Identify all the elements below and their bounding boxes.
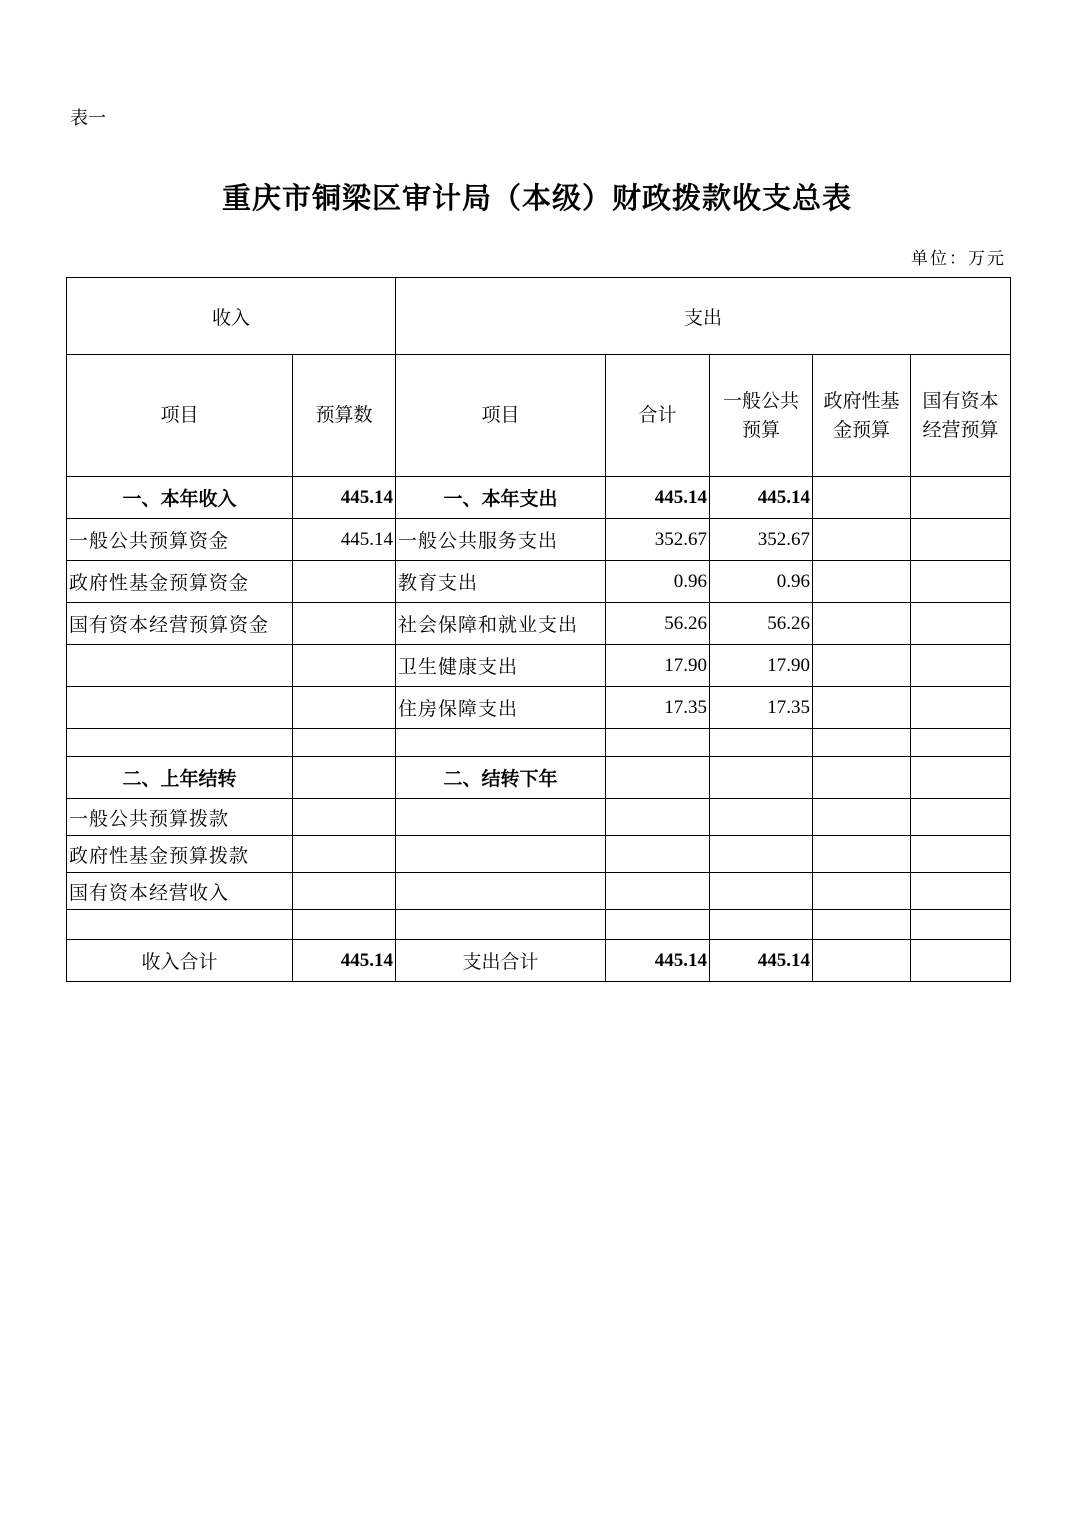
- state-cell: [911, 757, 1011, 799]
- table-row: [67, 757, 1011, 799]
- total-cell: [606, 836, 710, 873]
- total-cell: 17.90: [606, 645, 710, 687]
- general-cell: [710, 836, 813, 873]
- income-total-label: 收入合计: [67, 940, 293, 982]
- unit-label: 单位：万元: [911, 249, 1006, 269]
- expense-item-cell: 一、本年支出: [396, 477, 606, 519]
- gov-cell: [813, 757, 911, 799]
- gov-fund-header-text: 政府性基金预算: [823, 389, 900, 441]
- income-item-cell: [67, 729, 293, 757]
- expense-item-cell: 二、结转下年: [396, 757, 606, 799]
- general-cell: [710, 729, 813, 757]
- table-row-totals: [67, 940, 1011, 982]
- expense-item-cell: [396, 910, 606, 940]
- general-cell: 17.90: [710, 645, 813, 687]
- state-cell: [911, 836, 1011, 873]
- state-capital-header-text: 国有资本经营预算: [922, 389, 999, 441]
- state-cell: [911, 561, 1011, 603]
- income-item-cell: 二、上年结转: [67, 757, 293, 799]
- income-budget-cell: [293, 561, 396, 603]
- gov-cell: [813, 687, 911, 729]
- income-budget-cell: [293, 645, 396, 687]
- state-capital-header: [911, 355, 1011, 477]
- income-item-cell: 一般公共预算拨款: [67, 799, 293, 836]
- state-cell: [911, 687, 1011, 729]
- income-item-cell: [67, 910, 293, 940]
- table-row: [67, 836, 1011, 873]
- state-cell: [911, 910, 1011, 940]
- gov-cell: [813, 477, 911, 519]
- table-row: [67, 910, 1011, 940]
- total-cell: 0.96: [606, 561, 710, 603]
- income-budget-cell: [293, 757, 396, 799]
- table-row: [67, 561, 1011, 603]
- expense-item-cell: 社会保障和就业支出: [396, 603, 606, 645]
- general-cell: 17.35: [710, 687, 813, 729]
- general-cell: [710, 799, 813, 836]
- general-public-header: [710, 355, 813, 477]
- expense-item-header: 项目: [396, 355, 606, 477]
- header-row-top: [67, 278, 1011, 355]
- income-budget-cell: [293, 603, 396, 645]
- state-cell: [911, 603, 1011, 645]
- gov-total-value: [813, 940, 911, 982]
- table-row: [67, 729, 1011, 757]
- expense-item-cell: 一般公共服务支出: [396, 519, 606, 561]
- total-cell: 56.26: [606, 603, 710, 645]
- table-row: [67, 645, 1011, 687]
- state-cell: [911, 799, 1011, 836]
- general-cell: 445.14: [710, 477, 813, 519]
- income-budget-cell: [293, 836, 396, 873]
- expense-item-cell: [396, 873, 606, 910]
- income-item-cell: 国有资本经营预算资金: [67, 603, 293, 645]
- income-item-cell: 一、本年收入: [67, 477, 293, 519]
- gov-fund-header: [813, 355, 911, 477]
- gov-cell: [813, 561, 911, 603]
- header-row-sub: [67, 355, 1011, 477]
- general-cell: 0.96: [710, 561, 813, 603]
- state-total-value: [911, 940, 1011, 982]
- total-cell: [606, 729, 710, 757]
- income-budget-cell: [293, 910, 396, 940]
- table-row: [67, 519, 1011, 561]
- income-budget-header: 预算数: [293, 355, 396, 477]
- state-cell: [911, 645, 1011, 687]
- expense-item-cell: [396, 799, 606, 836]
- table-row: [67, 603, 1011, 645]
- expense-item-cell: 卫生健康支出: [396, 645, 606, 687]
- general-cell: [710, 910, 813, 940]
- general-cell: [710, 757, 813, 799]
- income-item-cell: 一般公共预算资金: [67, 519, 293, 561]
- general-cell: [710, 873, 813, 910]
- income-header: 收入: [67, 278, 396, 355]
- total-cell: 445.14: [606, 477, 710, 519]
- gov-cell: [813, 603, 911, 645]
- table-row: [67, 687, 1011, 729]
- table-row: [67, 873, 1011, 910]
- table-row: [67, 799, 1011, 836]
- expense-item-cell: [396, 836, 606, 873]
- gov-cell: [813, 519, 911, 561]
- state-cell: [911, 519, 1011, 561]
- income-budget-cell: 445.14: [293, 519, 396, 561]
- expense-total-label: 支出合计: [396, 940, 606, 982]
- gov-cell: [813, 645, 911, 687]
- gov-cell: [813, 836, 911, 873]
- finance-summary-table: [66, 277, 1011, 982]
- income-budget-cell: 445.14: [293, 477, 396, 519]
- income-budget-cell: [293, 873, 396, 910]
- total-header: 合计: [606, 355, 710, 477]
- general-total-value: 445.14: [710, 940, 813, 982]
- gov-cell: [813, 799, 911, 836]
- general-public-header-text: 一般公共预算: [723, 389, 800, 441]
- expense-item-cell: [396, 729, 606, 757]
- income-item-cell: [67, 645, 293, 687]
- table-label: 表一: [70, 108, 106, 129]
- income-item-cell: 政府性基金预算资金: [67, 561, 293, 603]
- total-cell: 17.35: [606, 687, 710, 729]
- expense-item-cell: 教育支出: [396, 561, 606, 603]
- gov-cell: [813, 729, 911, 757]
- income-item-cell: 政府性基金预算拨款: [67, 836, 293, 873]
- income-budget-cell: [293, 729, 396, 757]
- income-total-value: 445.14: [293, 940, 396, 982]
- general-cell: 56.26: [710, 603, 813, 645]
- page-title: 重庆市铜梁区审计局（本级）财政拨款收支总表: [221, 181, 852, 215]
- gov-cell: [813, 873, 911, 910]
- state-cell: [911, 873, 1011, 910]
- table-row: [67, 477, 1011, 519]
- expense-item-cell: 住房保障支出: [396, 687, 606, 729]
- income-item-cell: [67, 687, 293, 729]
- total-cell: 352.67: [606, 519, 710, 561]
- expense-header: 支出: [396, 278, 1011, 355]
- income-item-cell: 国有资本经营收入: [67, 873, 293, 910]
- total-cell: [606, 910, 710, 940]
- gov-cell: [813, 910, 911, 940]
- total-cell: [606, 757, 710, 799]
- total-cell: [606, 799, 710, 836]
- income-budget-cell: [293, 687, 396, 729]
- expense-total-value: 445.14: [606, 940, 710, 982]
- income-budget-cell: [293, 799, 396, 836]
- income-item-header: 项目: [67, 355, 293, 477]
- general-cell: 352.67: [710, 519, 813, 561]
- state-cell: [911, 729, 1011, 757]
- state-cell: [911, 477, 1011, 519]
- total-cell: [606, 873, 710, 910]
